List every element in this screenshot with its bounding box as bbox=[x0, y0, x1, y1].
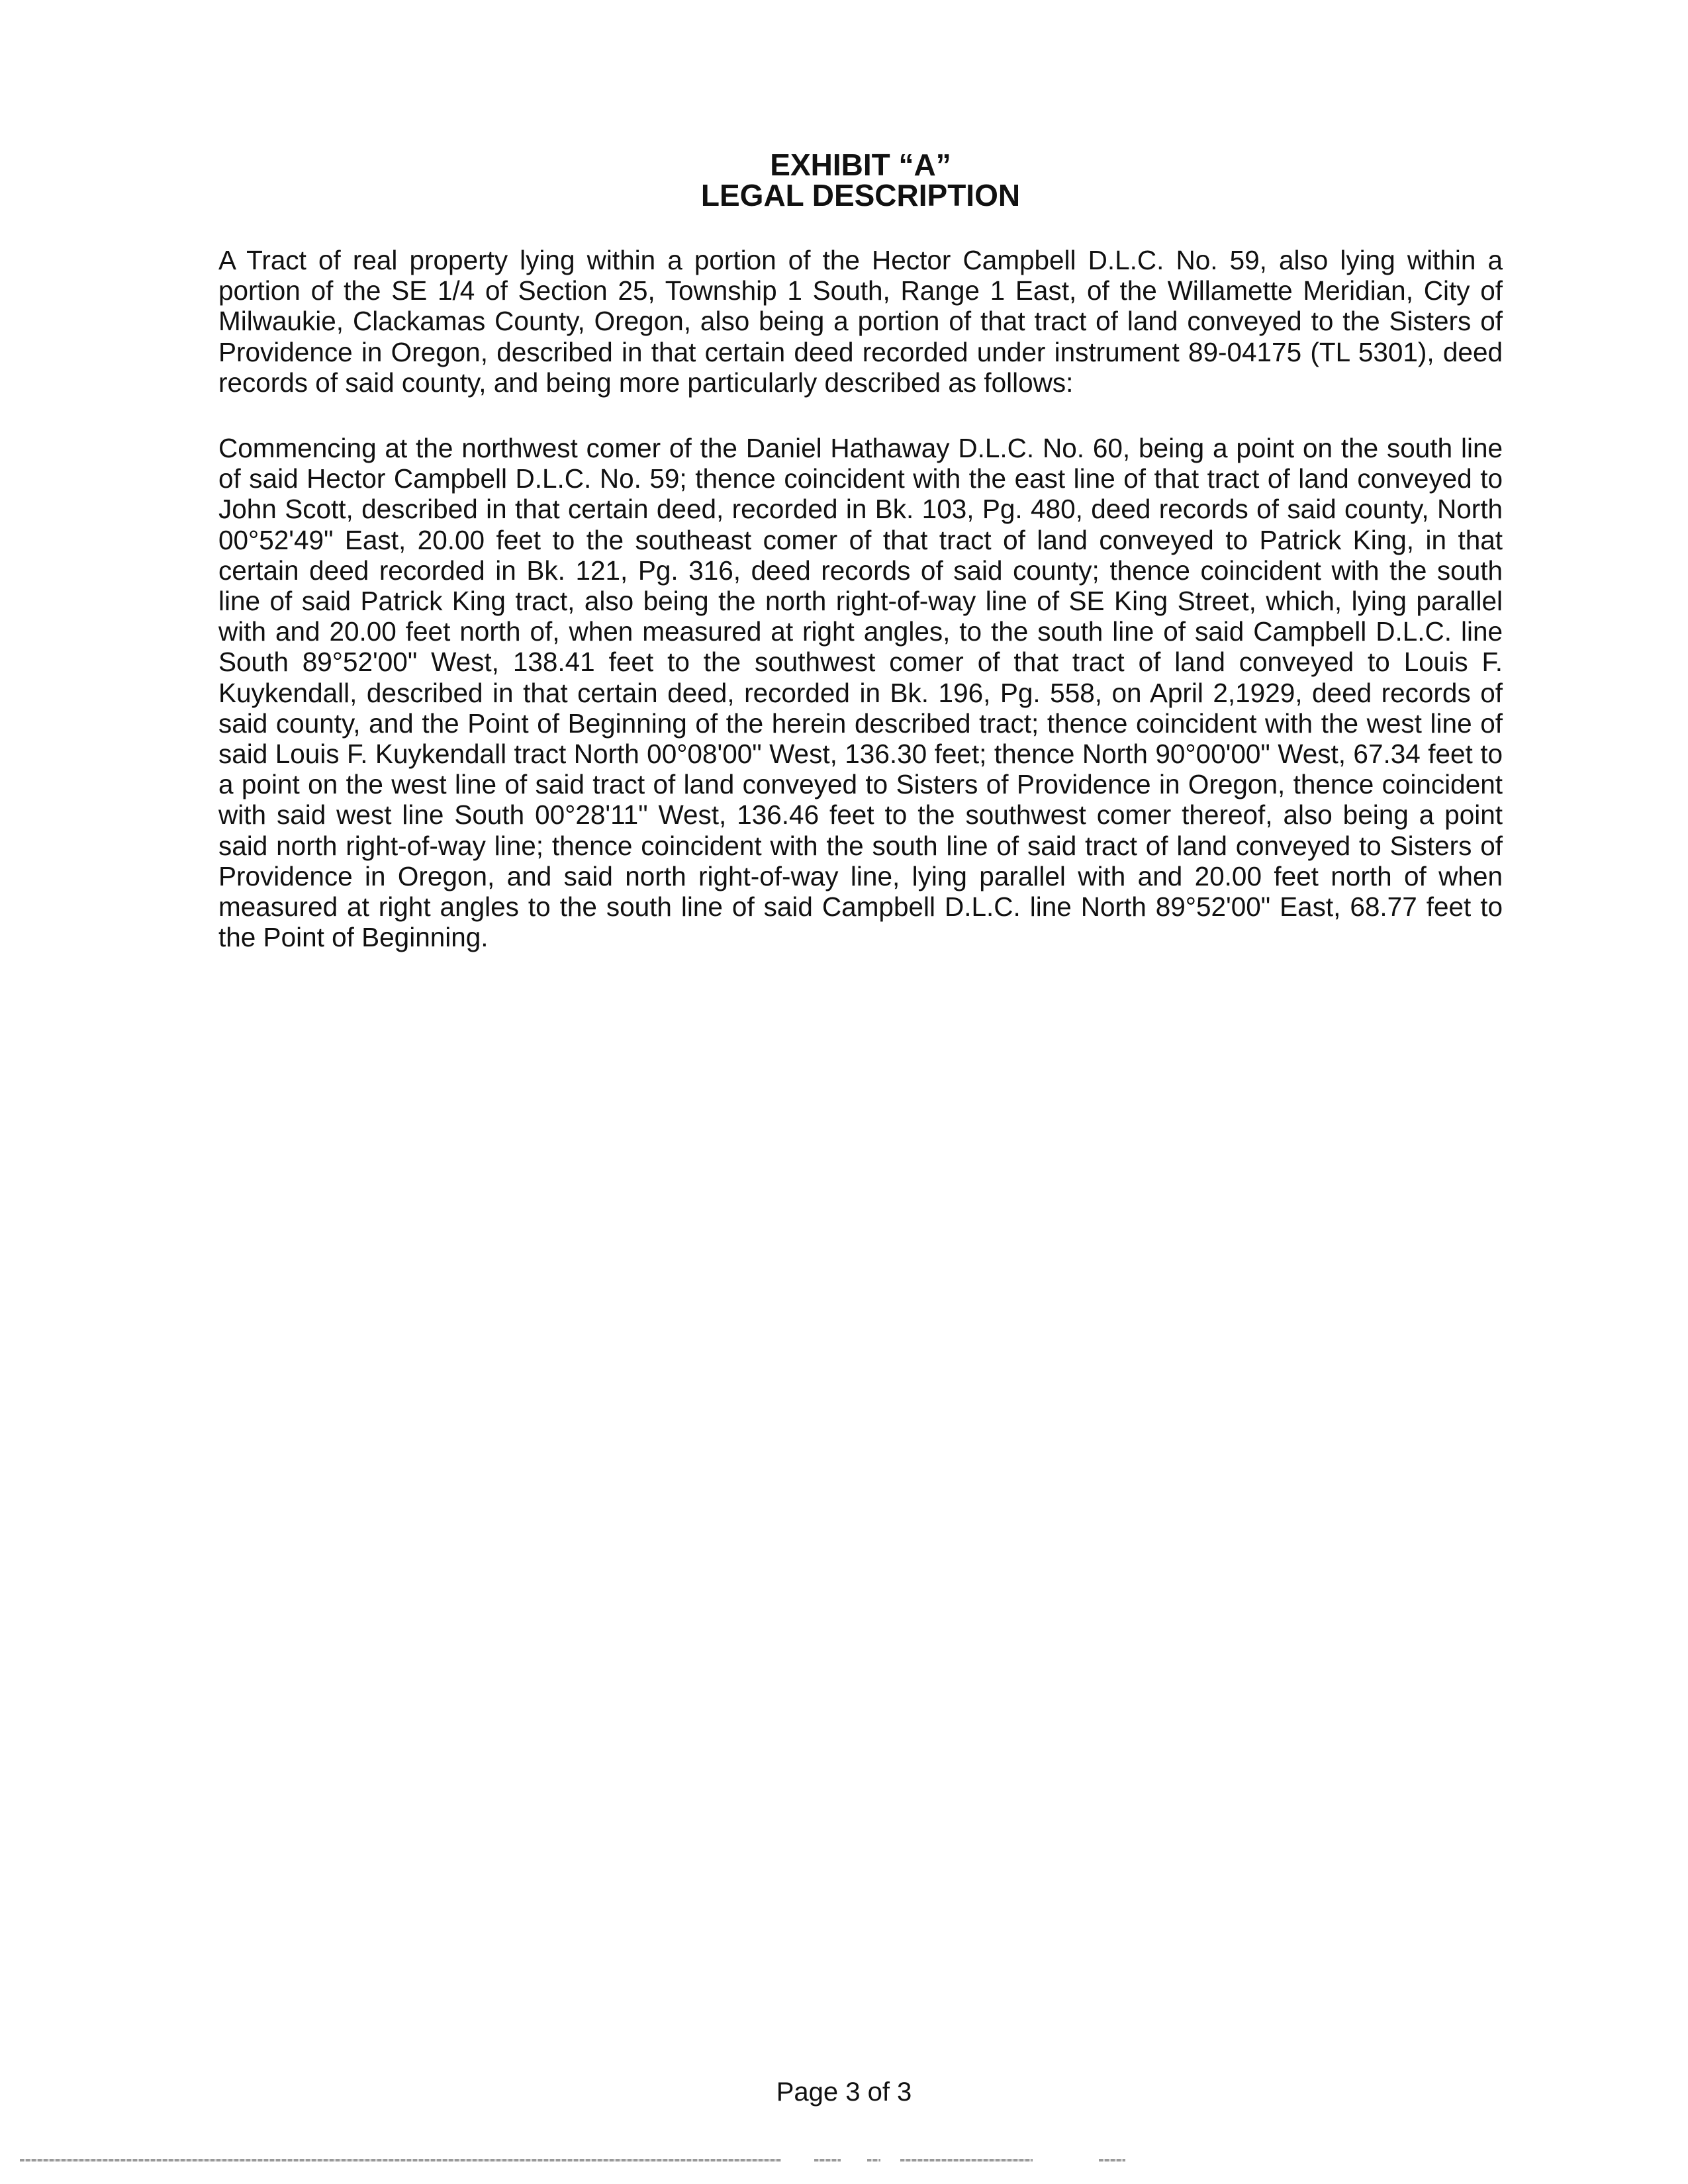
legal-description-heading: LEGAL DESCRIPTION bbox=[700, 178, 1021, 212]
tract-description-paragraph: A Tract of real property lying within a portion of the Hector Campbell D.L.C. No. 59, also lying within a portion of the SE 1/4 of Section 25, Township 1 South, Range 1 East, of the Willamette Meridian, City of Milwaukie, Clackamas County, Oregon, also being a portion of that tract of land conveyed to the Sisters of Providence in Oregon, described in that certain deed recorded under instrument 89-04175 (TL 5301), deed records of said county, and being more particularly described as follows: bbox=[218, 245, 1503, 398]
exhibit-title: EXHIBIT “A” bbox=[770, 148, 951, 182]
metes-and-bounds-paragraph: Commencing at the northwest comer of the Daniel Hathaway D.L.C. No. 60, being a point on the south line of said Hector Campbell D.L.C. No. 59; thence coincident with the east line of that tract of land conveyed to John Scott, described in that certain deed, recorded in Bk. 103, Pg. 480, deed records of said county, North 00°52'49" East, 20.00 feet to the southeast comer of that tract of land conveyed to Patrick King, in that certain deed recorded in Bk. 121, Pg. 316, deed records of said county; thence coincident with the south line of said Patrick King tract, also being the north right-of-way line of SE King Street, which, lying parallel with and 20.00 feet north of, when measured at right angles, to the south line of said Campbell D.L.C. line South 89°52'00" West, 138.41 feet to the southwest comer of that tract of land conveyed to Louis F. Kuykendall, described in that certain deed, recorded in Bk. 196, Pg. 558, on April 2,1929, deed records of said county, and the Point of Beginning of the herein described tract; thence coincident with the west line of said Louis F. Kuykendall tract North 00°08'00" West, 136.30 feet; thence North 90°00'00" West, 67.34 feet to a point on the west line of said tract of land conveyed to Sisters of Providence in Oregon, thence coincident with said west line South 00°28'11" West, 136.46 feet to the southwest comer thereof, also being a point said north right-of-way line; thence coincident with the south line of said tract of land conveyed to Sisters of Providence in Oregon, and said north right-of-way line, lying parallel with and 20.00 feet north of when measured at right angles to the south line of said Campbell D.L.C. line North 89°52'00" East, 68.77 feet to the Point of Beginning. bbox=[218, 433, 1503, 953]
scan-edge-artifact bbox=[814, 2159, 841, 2161]
scan-edge-artifact bbox=[900, 2159, 1033, 2161]
scan-edge-artifact bbox=[867, 2159, 880, 2161]
scan-edge-artifact bbox=[20, 2159, 781, 2161]
scan-edge-artifact bbox=[1099, 2159, 1125, 2161]
page-number: Page 3 of 3 bbox=[776, 2077, 912, 2107]
